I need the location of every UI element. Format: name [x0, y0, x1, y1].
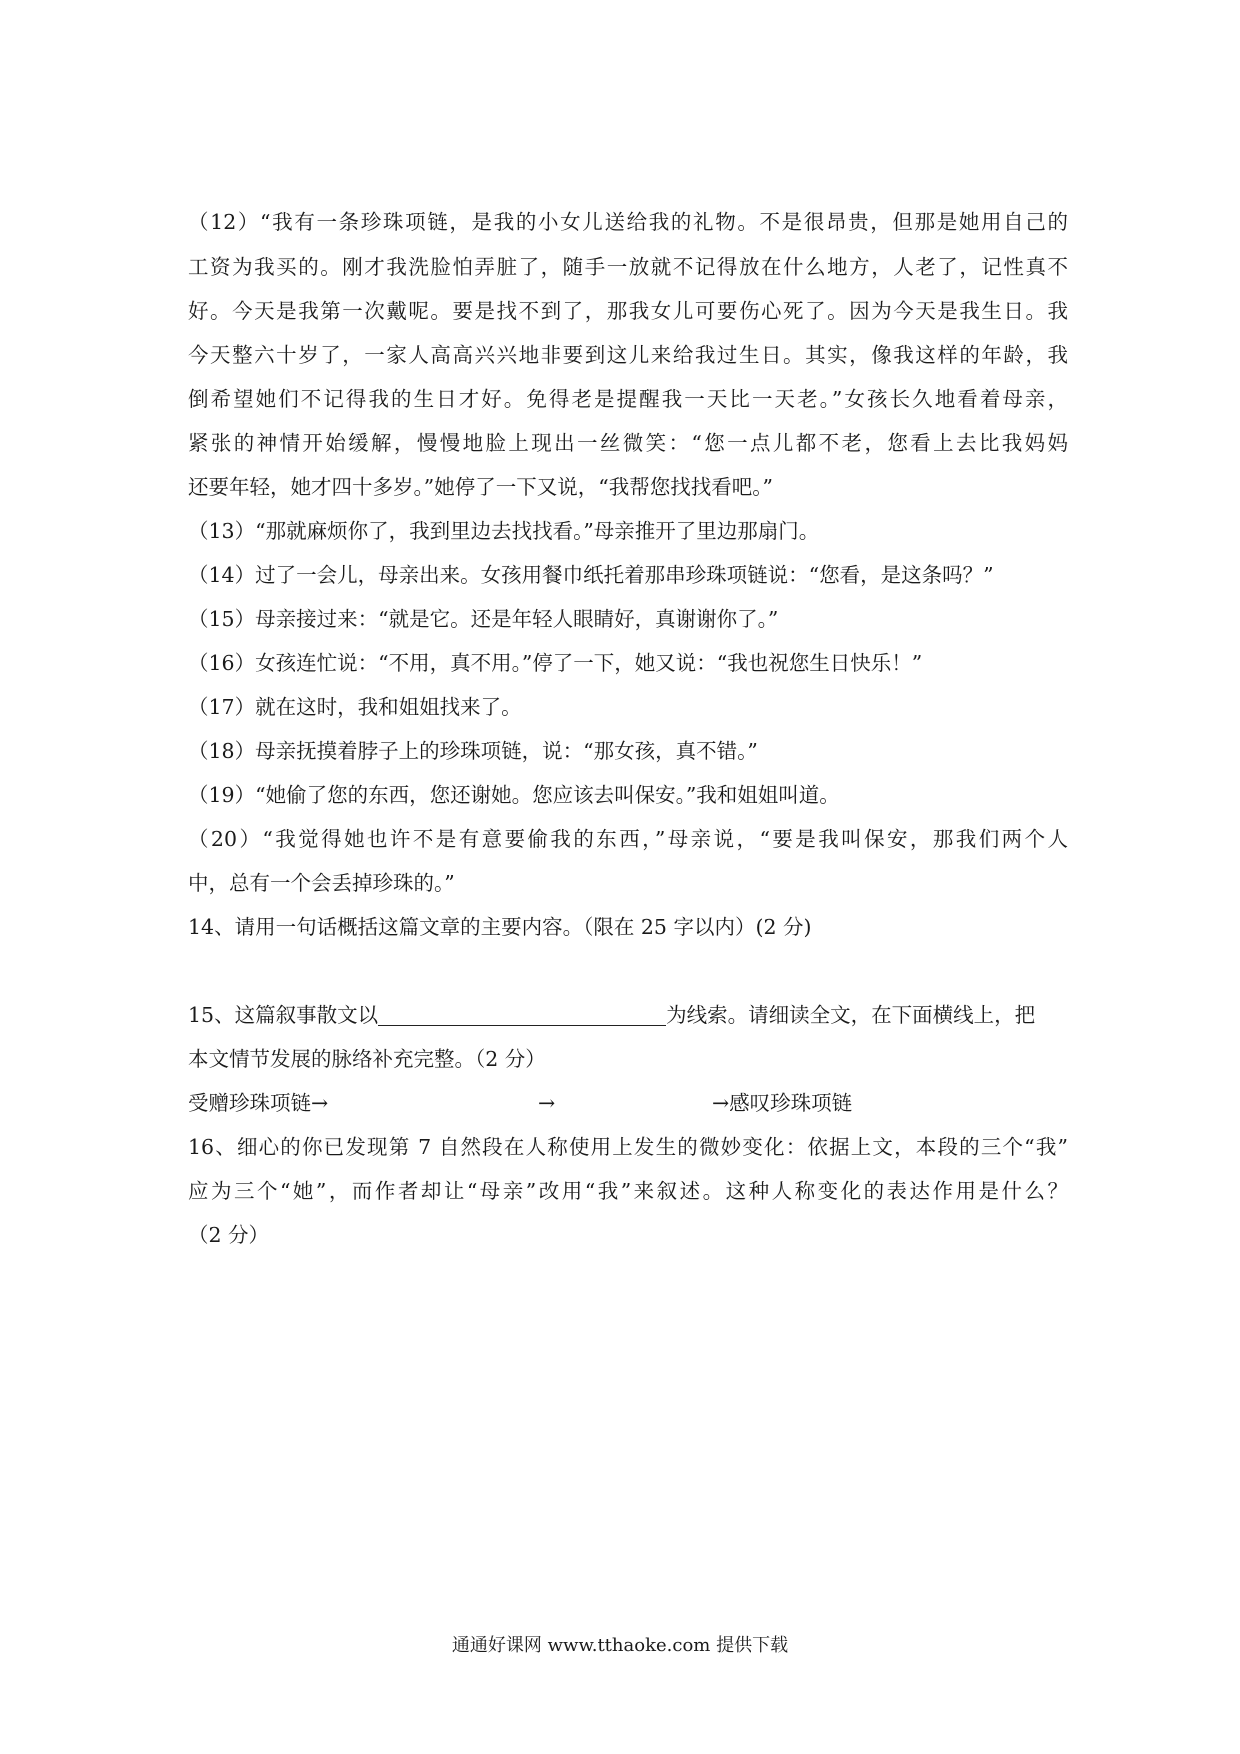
- chain-start: 受赠珍珠项链→: [188, 1091, 329, 1115]
- question-15-line-1: [188, 1000, 1068, 1030]
- paragraph-line: （12）“我有一条珍珠项链，是我的小女儿送给我的礼物。不是很昂贵，但那是她用自己的: [188, 210, 1068, 234]
- paragraph-line: 好。今天是我第一次戴呢。要是找不到了，那我女儿可要伤心死了。因为今天是我生日。我: [188, 299, 1068, 323]
- paragraph-19: （19）“她偷了您的东西，您还谢她。您应该去叫保安。”我和姐姐叫道。: [188, 783, 840, 807]
- chain-end: →感叹珍珠项链: [712, 1091, 853, 1115]
- paragraph-15: （15）母亲接过来：“就是它。还是年轻人眼睛好，真谢谢你了。”: [188, 607, 779, 631]
- paragraph-18: （18）母亲抚摸着脖子上的珍珠项链，说：“那女孩，真不错。”: [188, 739, 758, 763]
- paragraph-line: 倒希望她们不记得我的生日才好。免得老是提醒我一天比一天老。”女孩长久地看着母亲，: [188, 387, 1068, 411]
- paragraph-16: （16）女孩连忙说：“不用，真不用。”停了一下，她又说：“我也祝您生日快乐！”: [188, 651, 923, 675]
- chain-arrow: →: [538, 1091, 556, 1115]
- question-14: 14、请用一句话概括这篇文章的主要内容。（限在 25 字以内）(2 分): [188, 915, 812, 939]
- paragraph-13: （13）“那就麻烦你了，我到里边去找找看。”母亲推开了里边那扇门。: [188, 519, 820, 543]
- answer-blank[interactable]: [378, 1003, 666, 1026]
- question-15-line-2: 本文情节发展的脉络补充完整。（2 分）: [188, 1047, 546, 1071]
- paragraph-line: 还要年轻，她才四十多岁。”她停了一下又说，“我帮您找找看吧。”: [188, 475, 773, 499]
- paragraph-line: 紧张的神情开始缓解，慢慢地脸上现出一丝微笑：“您一点儿都不老，您看上去比我妈妈: [188, 431, 1068, 455]
- question-16-line: （2 分）: [188, 1223, 270, 1247]
- paragraph-line: （20）“我觉得她也许不是有意要偷我的东西，”母亲说，“要是我叫保安，那我们两个人: [188, 827, 1068, 851]
- paragraph-line: 中，总有一个会丢掉珍珠的。”: [188, 871, 455, 895]
- question-15-prefix: 15、这篇叙事散文以: [188, 1003, 379, 1027]
- paragraph-line: 工资为我买的。刚才我洗脸怕弄脏了，随手一放就不记得放在什么地方，人老了，记性真不: [188, 255, 1068, 279]
- question-16-line: 应为三个“她”，而作者却让“母亲”改用“我”来叙述。这种人称变化的表达作用是什么？: [188, 1179, 1068, 1203]
- question-16-line: 16、细心的你已发现第 7 自然段在人称使用上发生的微妙变化：依据上文，本段的三个“我”: [188, 1135, 1068, 1159]
- paragraph-line: 今天整六十岁了，一家人高高兴兴地非要到这儿来给我过生日。其实，像我这样的年龄，我: [188, 343, 1068, 367]
- page-footer: 通通好课网 www.tthaoke.com 提供下载: [451, 1635, 789, 1656]
- paragraph-17: （17）就在这时，我和姐姐找来了。: [188, 695, 522, 719]
- paragraph-14: （14）过了一会儿，母亲出来。女孩用餐巾纸托着那串珍珠项链说：“您看，是这条吗？”: [188, 563, 994, 587]
- question-15-suffix: 为线索。请细读全文，在下面横线上，把: [666, 1003, 1036, 1027]
